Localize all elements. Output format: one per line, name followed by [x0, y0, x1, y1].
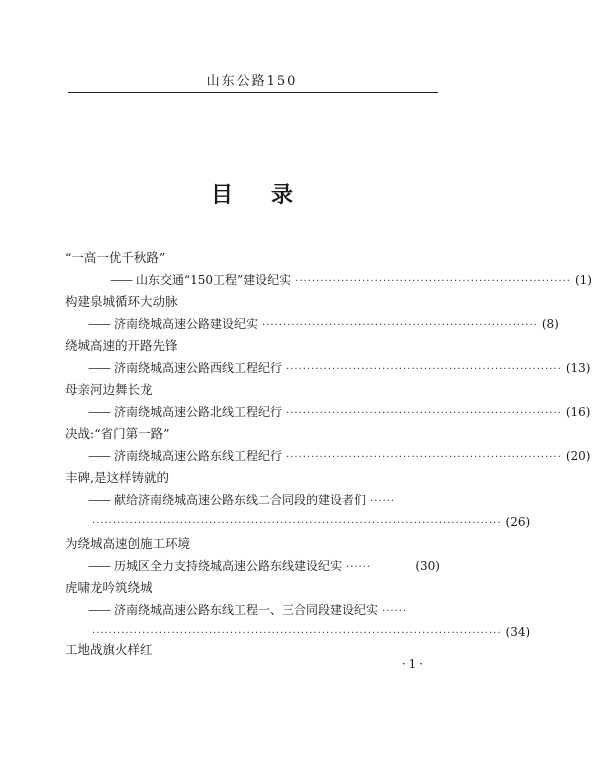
- toc-entry-title: “一高一优千秋路”: [65, 250, 166, 265]
- header-rule: [68, 92, 438, 93]
- toc-entry-page: (26): [505, 515, 531, 529]
- toc-entry-subtitle-line: [88, 314, 559, 334]
- toc-entry-page: (30): [415, 559, 440, 573]
- toc-entry-title: 决战:“省门第一路”: [65, 426, 170, 441]
- dash-leader: ——: [88, 493, 110, 507]
- toc-entry-subtitle-line: [88, 600, 440, 620]
- dot-leader: ······: [370, 496, 396, 507]
- toc-entry-page: (1): [574, 273, 592, 287]
- page-number: ·1·: [401, 657, 427, 671]
- dash-leader: ——: [88, 603, 110, 617]
- toc-entry-page: (13): [565, 361, 591, 375]
- toc-entry-title: 虎啸龙吟筑绕城: [65, 580, 153, 595]
- toc-entry-page: (8): [541, 317, 559, 331]
- dot-leader: ······: [382, 606, 408, 617]
- toc-entry-title: 工地战旗火样红: [65, 642, 153, 657]
- toc-entry-subtitle-line: [88, 556, 440, 576]
- toc-entry-title: 母亲河边舞长龙: [65, 382, 153, 397]
- toc-entry-subtitle-line: [88, 446, 591, 466]
- dot-leader: ··································································: [286, 452, 562, 463]
- dash-leader: ——: [110, 273, 132, 287]
- dash-leader: ——: [88, 317, 110, 331]
- toc-entry-subtitle: 济南绕城高速公路西线工程纪行: [114, 361, 283, 375]
- dot-leader: ······: [346, 562, 372, 573]
- dot-leader: ··································································································: [92, 628, 502, 639]
- toc-entry-title: 绕城高速的开路先锋: [65, 338, 178, 353]
- toc-entry-subtitle: 山东交通“150工程”建设纪实: [136, 273, 292, 287]
- dash-leader: ——: [88, 361, 110, 375]
- running-head: 山东公路150: [206, 74, 298, 89]
- toc-entry-subtitle-line: [88, 490, 440, 510]
- toc-entry-page: (20): [565, 449, 591, 463]
- dot-leader: ··································································: [286, 408, 562, 419]
- toc-entry-subtitle: 历城区全力支持绕城高速公路东线建设纪实: [114, 559, 343, 573]
- dot-leader: ··································································································: [92, 518, 502, 529]
- toc-entry-title: 丰碑,是这样铸就的: [65, 470, 169, 485]
- toc-entry-page: (16): [565, 405, 591, 419]
- toc-entry-subtitle-line: [88, 402, 591, 422]
- dot-leader: ··································································: [262, 320, 538, 331]
- toc-entry-subtitle: 济南绕城高速公路东线工程一、三合同段建设纪实: [114, 603, 379, 617]
- toc-entry-subtitle: 献给济南绕城高速公路东线二合同段的建设者们: [114, 493, 367, 507]
- toc-entry-subtitle-line: [88, 358, 591, 378]
- toc-entry-continuation-line: [88, 512, 531, 532]
- dot-leader: ··································································: [286, 364, 562, 375]
- toc-entry-subtitle: 济南绕城高速公路北线工程纪行: [114, 405, 283, 419]
- toc-entry-page: (34): [505, 625, 531, 639]
- toc-entry-title: 构建泉城循环大动脉: [65, 294, 178, 309]
- toc-entry-title: 为绕城高速创施工环境: [65, 536, 191, 551]
- dot-leader: ··································································: [295, 276, 571, 287]
- dash-leader: ——: [88, 405, 110, 419]
- dash-leader: ——: [88, 559, 110, 573]
- toc-entry-subtitle-line: [110, 270, 592, 290]
- toc-entry-subtitle: 济南绕城高速公路建设纪实: [114, 317, 259, 331]
- toc-entry-subtitle: 济南绕城高速公路东线工程纪行: [114, 449, 283, 463]
- dash-leader: ——: [88, 449, 110, 463]
- toc-entry-continuation-line: [88, 622, 531, 642]
- page-title: 目录: [210, 182, 331, 208]
